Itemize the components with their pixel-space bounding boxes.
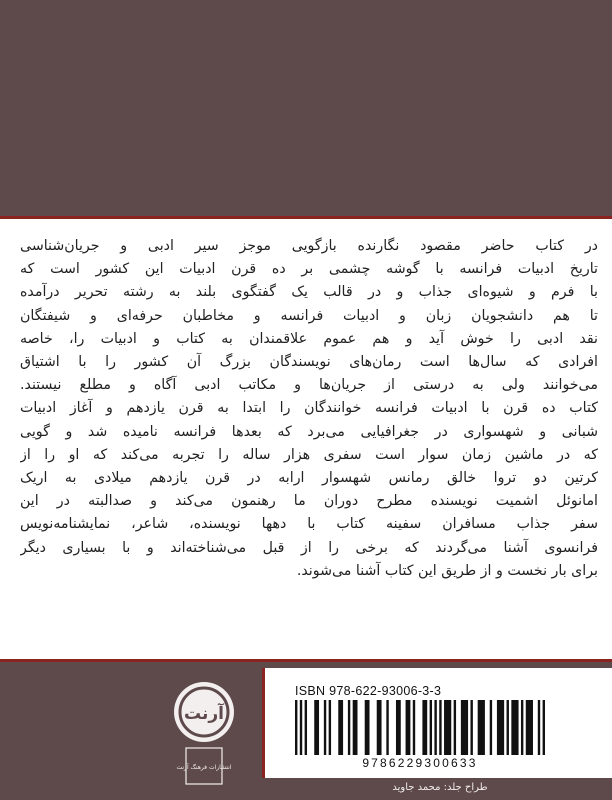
back-cover-blurb bbox=[20, 235, 598, 583]
barcode-bar bbox=[348, 700, 350, 755]
blurb-line: در کتاب حاضر مقصود نگارنده بازگویی موجز سیر ادبی و جریان‌شناسی bbox=[20, 238, 598, 254]
barcode-bar bbox=[329, 700, 331, 755]
barcode-bar bbox=[365, 700, 370, 755]
blurb-line: می‌خوانند ولی به درستی از جریان‌ها و مکاتب ادبی آگاه و مطلع نیستند. bbox=[20, 377, 598, 394]
blurb-line: که در ماشین زمان سوار است سفری هزار ساله را تجربه می‌کند که او را از bbox=[20, 446, 598, 463]
blurb-line: شبانی و شهسواری در جغرافیایی می‌برد که بعدها فرانسه نامیده شد و گویی bbox=[20, 423, 598, 440]
barcode-bar bbox=[490, 700, 492, 755]
barcode-bar bbox=[377, 700, 382, 755]
barcode-bar bbox=[521, 700, 523, 755]
barcode-bar bbox=[507, 700, 509, 755]
barcode-bar bbox=[434, 700, 436, 755]
barcode-bar bbox=[396, 700, 401, 755]
barcode-bar bbox=[300, 700, 302, 755]
barcode-bar bbox=[305, 700, 307, 755]
barcode-bar bbox=[454, 700, 456, 755]
barcode-bar bbox=[413, 700, 415, 755]
barcode-bar bbox=[295, 700, 297, 755]
barcode-digits: 9786229300633 bbox=[362, 756, 478, 770]
blurb-line: برای بار نخست و از طریق این کتاب آشنا می‌شوند. bbox=[296, 562, 598, 579]
barcode-bar bbox=[422, 700, 427, 755]
blurb-line: تا هم دانشجویان زبان و ادبیات فرانسه و مخاطبان حرفه‌ای و شیفتگان bbox=[20, 307, 598, 324]
blurb-line: نقد ادبی را خوش آید و هم عموم علاقمندان به کتاب و ادبیات را، خاصه bbox=[20, 330, 598, 347]
logo-wordmark: آرنت bbox=[184, 704, 224, 724]
barcode-bar bbox=[439, 700, 441, 755]
barcode-bar bbox=[470, 700, 472, 755]
blurb-panel bbox=[0, 216, 612, 662]
barcode-bar bbox=[430, 700, 432, 755]
publisher-logo bbox=[168, 678, 240, 788]
barcode-bar bbox=[511, 700, 518, 755]
barcode-bar bbox=[353, 700, 358, 755]
barcode-bar bbox=[314, 700, 319, 755]
isbn-box bbox=[262, 668, 612, 778]
barcode-bar bbox=[478, 700, 485, 755]
barcode-bar bbox=[338, 700, 343, 755]
barcode-bar bbox=[444, 700, 451, 755]
barcode-bar bbox=[461, 700, 468, 755]
logo-subtext: انتشارات فرهنگ آرنت bbox=[176, 764, 232, 771]
blurb-line: کرتین دو تروا خالق رمانس شهسوار ارابه در قرن یازدهم میلادی به اریک bbox=[20, 470, 598, 487]
cover-designer-credit: طراح جلد: محمد جاوید bbox=[392, 782, 488, 793]
blurb-line: تاریخ ادبیات فرانسه با گوشه چشمی بر ده قرن ادبیات این کشور است که bbox=[20, 261, 598, 278]
barcode-bar bbox=[386, 700, 388, 755]
blurb-line: کتاب ده قرن با ادبیات فرانسه خوانندگان را ابتدا به قرن یازدهم و آغاز ادبیات bbox=[20, 400, 598, 417]
barcode-bar bbox=[543, 700, 545, 755]
barcode-bar bbox=[497, 700, 504, 755]
barcode bbox=[295, 700, 545, 755]
barcode-bar bbox=[406, 700, 411, 755]
barcode-bar bbox=[538, 700, 540, 755]
isbn-label: ISBN 978-622-93006-3-3 bbox=[295, 684, 442, 698]
blurb-line: با فرم و شیوه‌ای جذاب و در قالب یک گفتگوی بلند به رشته تحریر درآمده bbox=[20, 284, 598, 301]
blurb-line: امانوئل اشمیت نویسنده مطرح دوران ما رهنمون می‌کند و صدالبته در این bbox=[20, 493, 598, 510]
barcode-bar bbox=[526, 700, 533, 755]
barcode-bar bbox=[324, 700, 326, 755]
blurb-line: افرادی که سال‌ها است رمان‌های نویسندگان بزرگ آن کشور را با اشتیاق bbox=[20, 354, 598, 371]
blurb-line: سفر جذاب مسافران سفینه کتاب با دهها نویسنده، شاعر، نمایشنامه‌نویس bbox=[20, 516, 598, 533]
blurb-line: فرانسوی آشنا می‌گردند که برخی را از قبل می‌شناخته‌اند و با بسیاری دیگر bbox=[20, 539, 598, 556]
